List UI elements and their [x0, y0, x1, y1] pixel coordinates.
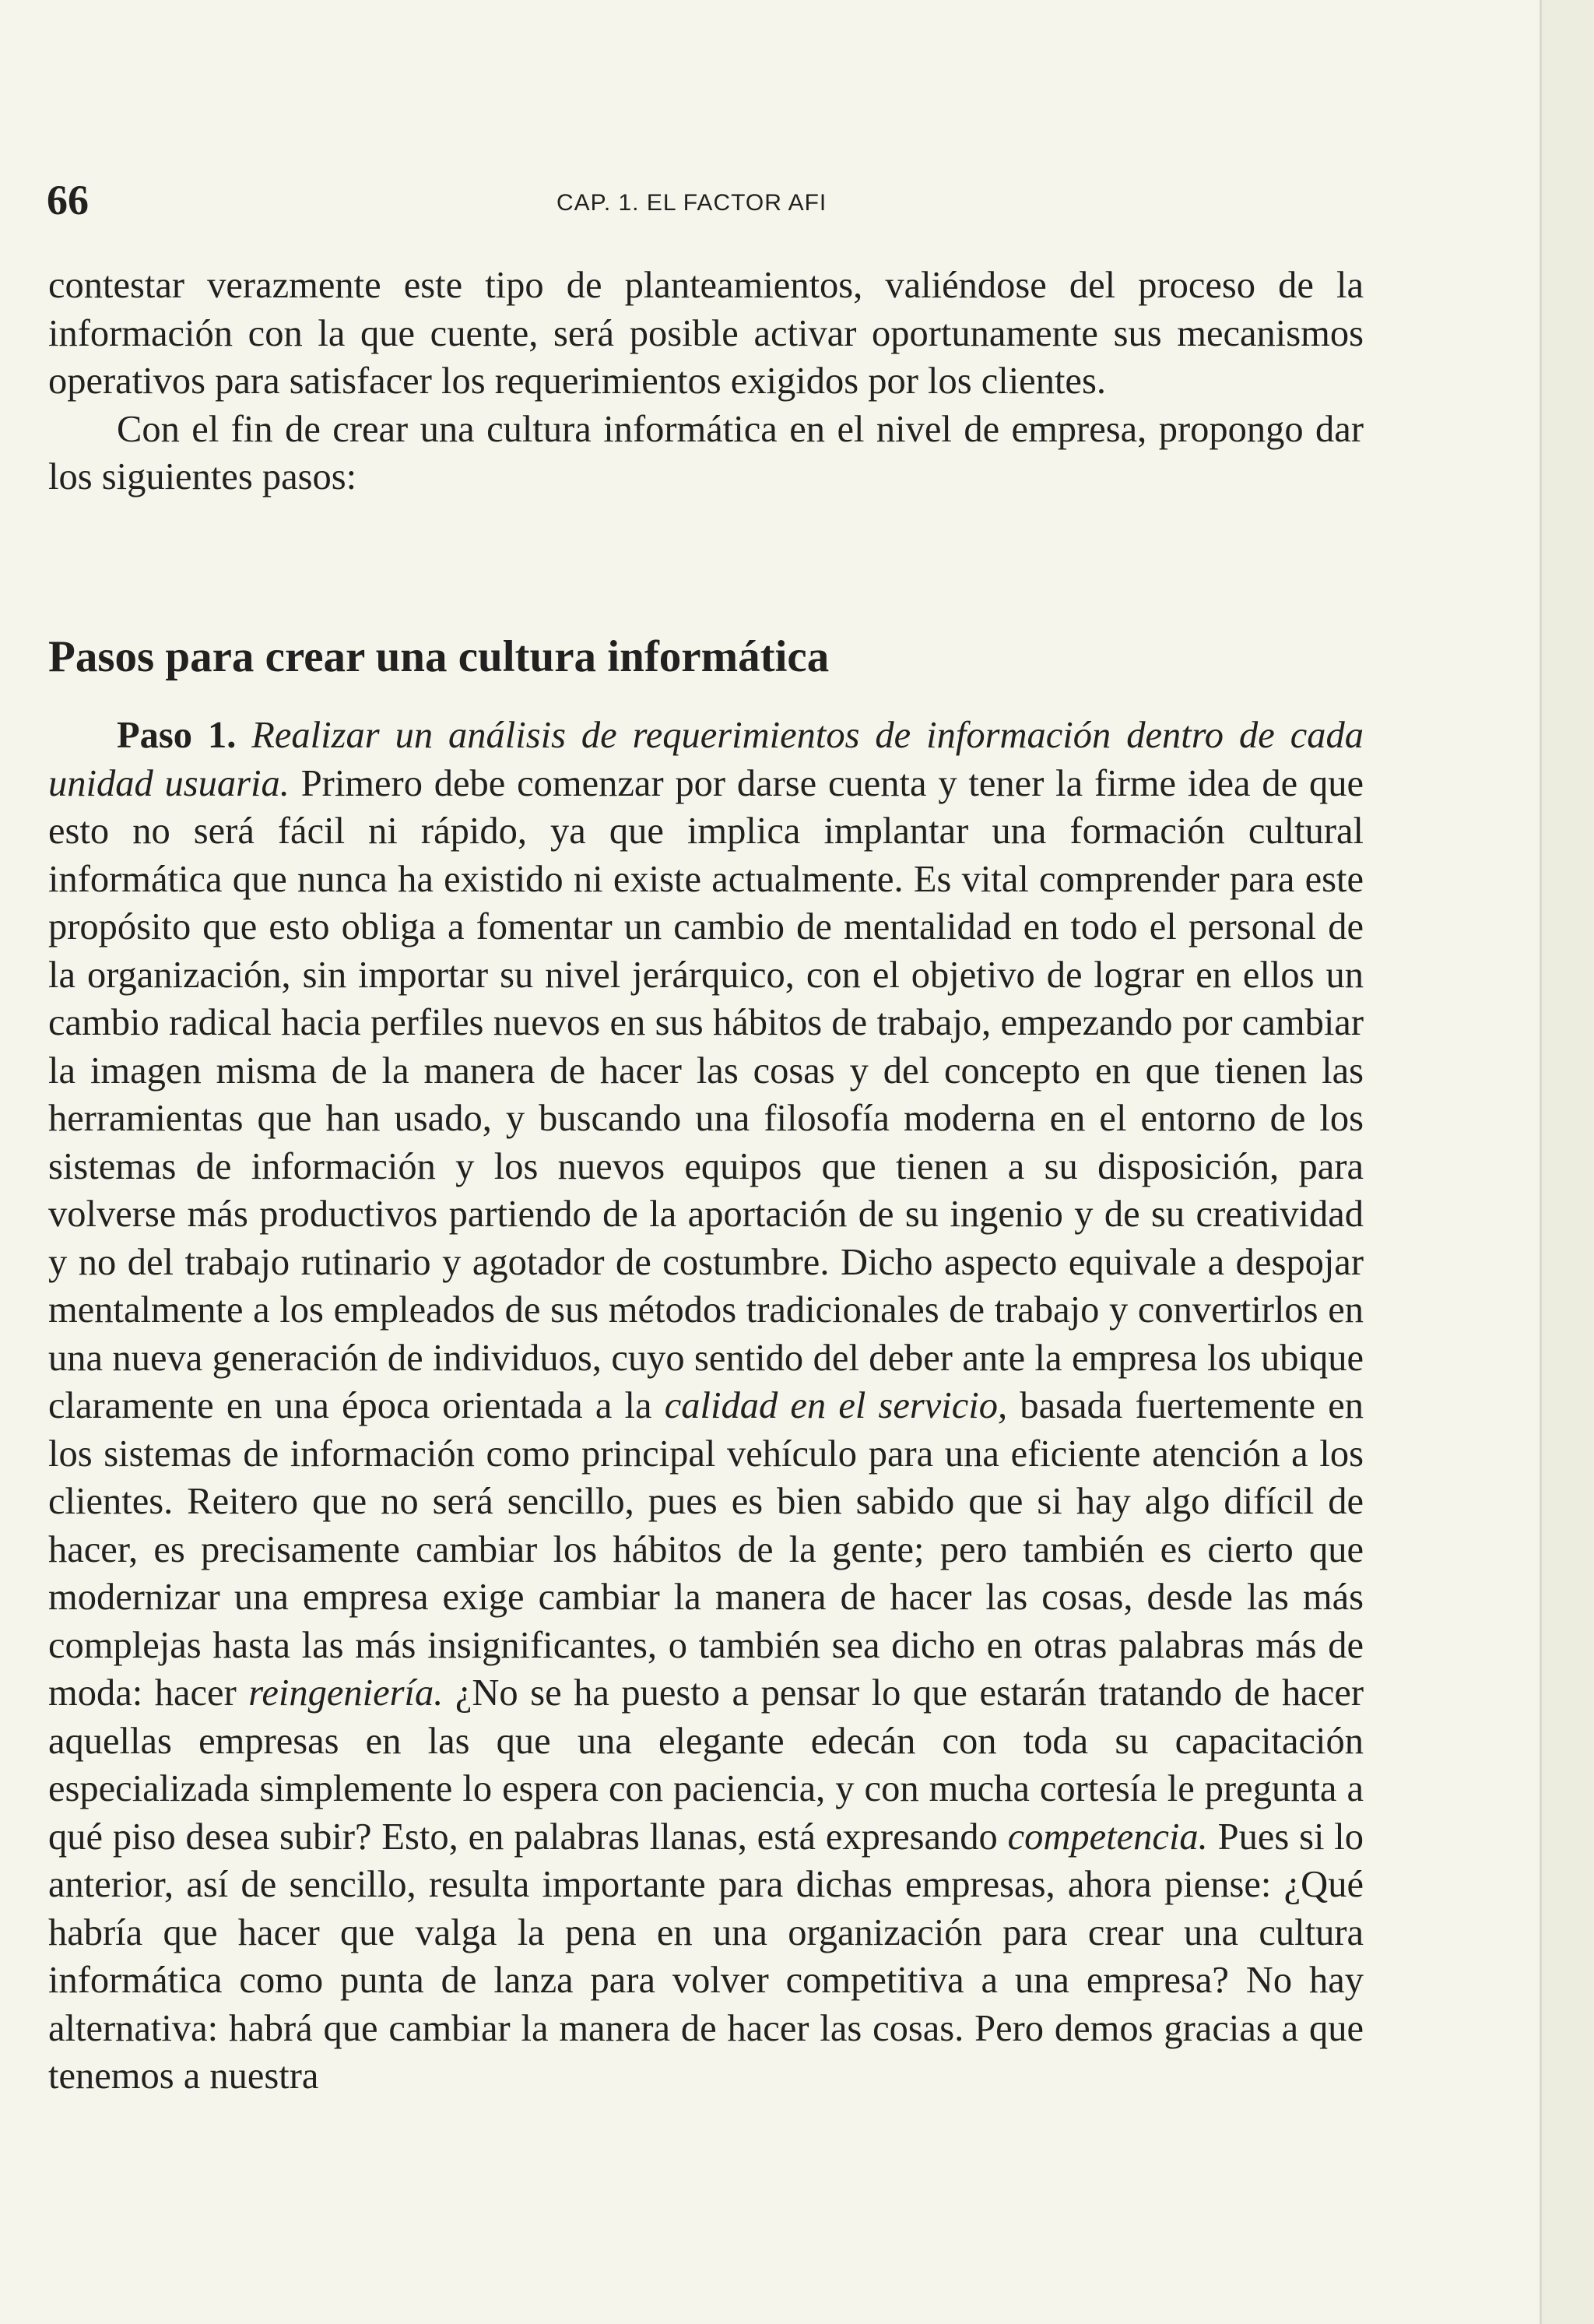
step-1-text-d: Pues si lo anterior, así de sencillo, resulta importante para dichas empresas, ahora piense: ¿Qué habría que hacer que valga la pena en una organización para crear una cultura informática como punta de lanza para volver competitiva a una empresa? No hay alternativa: habrá que cambiar la manera de hacer las cosas. Pero demos gracias a que tenemos a nuestra: [48, 1816, 1364, 2097]
running-head: CAP. 1. EL FACTOR AFI: [556, 190, 827, 216]
step-1-text-c: ¿No se ha puesto a pensar lo que estarán tratando de hacer aquellas empresas en las que una elegante edecán con toda su capacitación especializada simplemente lo espera con paciencia, y con mucha cortesía le pregunta a qué piso desea subir? Esto, en palabras llanas, está expresando: [48, 1672, 1364, 1858]
emphasis-calidad: calidad en el servicio,: [664, 1385, 1008, 1426]
section-heading: Pasos para crear una cultura informática: [48, 632, 830, 681]
page-header: [47, 173, 1370, 227]
step-1-text: [48, 712, 1364, 2101]
intro-paragraph-2: Con el fin de crear una cultura informática en el nivel de empresa, propongo dar los siguientes pasos:: [48, 408, 1364, 497]
emphasis-competencia: competencia.: [1007, 1816, 1208, 1858]
step-1-text-a: Primero debe comenzar por darse cuenta y tener la firme idea de que esto no será fácil ni rápido, ya que implica implantar una formación cultural informática que nunca ha existido ni existe actualmente. Es vital comprender para este propósito que esto obliga a fomentar un cambio de mentalidad en todo el personal de la organización, sin importar su nivel jerárquico, con el objetivo de lograr en ellos un cambio radical hacia perfiles nuevos en sus hábitos de trabajo, empezando por cambiar la imagen misma de la manera de hacer las cosas y del concepto en que tienen las herramientas que han usado, y buscando una filosofía moderna en el entorno de los sistemas de información y los nuevos equipos que tienen a su disposición, para volverse más productivos partiendo de la aportación de su ingenio y de su creatividad y no del trabajo rutinario y agotador de costumbre. Dicho aspecto equivale a despojar mentalmente a los empleados de sus métodos tradicionales de trabajo y convertirlos en una nueva generación de individuos, cuyo sentido del deber ante la empresa los ubique claramente en una época orientada a la: [48, 762, 1364, 1426]
page-number: 66: [47, 177, 89, 223]
page-edge: [1540, 0, 1594, 2324]
intro-text: [48, 262, 1364, 501]
step-1-paragraph: [48, 712, 1364, 2101]
intro-paragraph-1: contestar verazmente este tipo de planteamientos, valiéndose del proceso de la información con la que cuente, será posible activar oportunamente sus mecanismos operativos para satisfacer los requerimientos exigidos por los clientes.: [48, 265, 1364, 402]
emphasis-reingenieria: reingeniería.: [248, 1672, 444, 1714]
step-1-label: Paso 1.: [117, 715, 237, 756]
step-1-text-b: basada fuertemente en los sistemas de información como principal vehículo para una eficiente atención a los clientes. Reitero que no será sencillo, pues es bien sabido que si hay algo difícil de hacer, es precisamente cambiar los hábitos de la gente; pero también es cierto que modernizar una empresa exige cambiar la manera de hacer las cosas, desde las más complejas hasta las más insignificantes, o también sea dicho en otras palabras más de moda: hacer: [48, 1385, 1364, 1714]
step-1-title: Realizar un análisis de requerimientos de información dentro de cada unidad usuaria.: [48, 715, 1364, 804]
